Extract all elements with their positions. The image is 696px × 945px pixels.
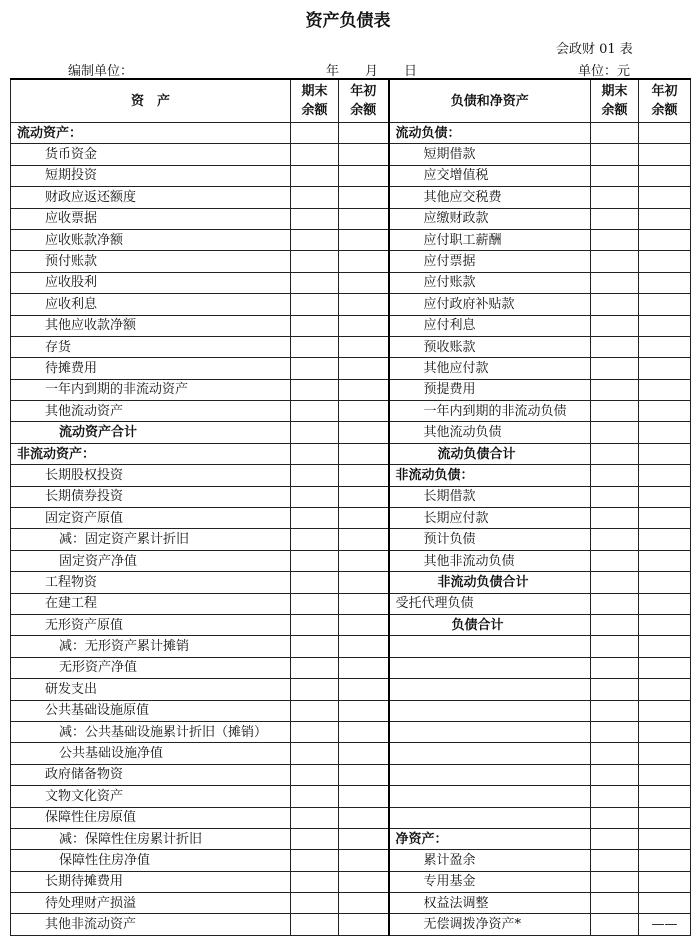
liability-end-balance-cell — [591, 636, 639, 657]
asset-end-balance-cell — [291, 358, 339, 379]
table-row — [11, 379, 691, 400]
liability-begin-balance-cell — [639, 893, 691, 914]
asset-begin-balance-cell — [339, 251, 389, 272]
liability-item-label: 专用基金 — [389, 871, 591, 892]
liability-item-label — [389, 700, 591, 721]
asset-end-balance-cell — [291, 486, 339, 507]
liability-item-label — [389, 786, 591, 807]
asset-begin-balance-cell — [339, 786, 389, 807]
liability-item-label: 负债合计 — [389, 614, 591, 635]
asset-begin-balance-cell — [339, 807, 389, 828]
table-row — [11, 465, 691, 486]
liability-item-label: 受托代理负债 — [389, 593, 591, 614]
year-label: 年 — [326, 64, 340, 79]
asset-item-label: 长期待摊费用 — [11, 871, 291, 892]
asset-item-label: 无形资产净值 — [11, 657, 291, 678]
table-row — [11, 165, 691, 186]
liability-begin-balance-cell — [639, 336, 691, 357]
asset-begin-balance-cell — [339, 229, 389, 250]
asset-end-balance-cell — [291, 593, 339, 614]
table-row — [11, 786, 691, 807]
liability-item-label: 短期借款 — [389, 144, 591, 165]
liability-begin-balance-cell — [639, 593, 691, 614]
liability-begin-balance-cell — [639, 743, 691, 764]
liability-item-label — [389, 721, 591, 742]
table-row — [11, 294, 691, 315]
liability-end-balance-cell — [591, 893, 639, 914]
table-row — [11, 358, 691, 379]
liability-end-balance-cell — [591, 721, 639, 742]
header-text: 余额 — [301, 103, 328, 118]
asset-item-label: 研发支出 — [11, 679, 291, 700]
liability-end-balance-cell — [591, 165, 639, 186]
liability-item-label — [389, 743, 591, 764]
table-row — [11, 593, 691, 614]
table-row — [11, 871, 691, 892]
liability-end-balance-cell — [591, 508, 639, 529]
header-text: 年初 — [651, 84, 678, 99]
asset-begin-balance-cell — [339, 315, 389, 336]
liability-begin-balance-cell — [639, 828, 691, 849]
asset-end-balance-cell — [291, 401, 339, 422]
liability-item-label: 流动负债： — [389, 123, 591, 144]
asset-begin-balance-cell — [339, 764, 389, 785]
liability-end-balance-cell — [591, 123, 639, 144]
liability-begin-balance-cell — [639, 850, 691, 871]
liability-item-label — [389, 764, 591, 785]
asset-begin-balance-cell — [339, 465, 389, 486]
table-row — [11, 486, 691, 507]
liability-end-balance-cell — [591, 529, 639, 550]
liability-item-label: 一年内到期的非流动负债 — [389, 401, 591, 422]
table-row — [11, 914, 691, 935]
header-liab-end-balance — [591, 79, 639, 123]
header-assets: 资 产 — [11, 79, 291, 123]
asset-end-balance-cell — [291, 614, 339, 635]
liability-begin-balance-cell — [639, 614, 691, 635]
table-row — [11, 807, 691, 828]
liability-begin-balance-cell — [639, 550, 691, 571]
asset-item-label: 待处理财产损溢 — [11, 893, 291, 914]
month-label: 月 — [365, 64, 379, 79]
liability-begin-balance-cell — [639, 786, 691, 807]
asset-item-label: 保障性住房净值 — [11, 850, 291, 871]
liability-item-label: 应付账款 — [389, 272, 591, 293]
liability-begin-balance-cell — [639, 871, 691, 892]
liability-begin-balance-cell — [639, 422, 691, 443]
asset-begin-balance-cell — [339, 379, 389, 400]
liability-begin-balance-cell — [639, 229, 691, 250]
table-row — [11, 828, 691, 849]
asset-item-label: 流动资产： — [11, 123, 291, 144]
asset-end-balance-cell — [291, 315, 339, 336]
liability-end-balance-cell — [591, 764, 639, 785]
balance-sheet-table — [10, 78, 691, 936]
liability-item-label: 累计盈余 — [389, 850, 591, 871]
asset-end-balance-cell — [291, 379, 339, 400]
table-row — [11, 572, 691, 593]
liability-begin-balance-cell — [639, 315, 691, 336]
asset-item-label: 工程物资 — [11, 572, 291, 593]
liability-item-label: 应付利息 — [389, 315, 591, 336]
asset-item-label: 非流动资产： — [11, 443, 291, 464]
asset-end-balance-cell — [291, 550, 339, 571]
liability-item-label: 权益法调整 — [389, 893, 591, 914]
asset-end-balance-cell — [291, 187, 339, 208]
liability-begin-balance-cell — [639, 764, 691, 785]
liability-end-balance-cell — [591, 358, 639, 379]
liability-item-label: 其他流动负债 — [389, 422, 591, 443]
asset-item-label: 预付账款 — [11, 251, 291, 272]
table-row — [11, 657, 691, 678]
asset-begin-balance-cell — [339, 144, 389, 165]
liability-begin-balance-cell — [639, 272, 691, 293]
liability-begin-balance-cell — [639, 636, 691, 657]
asset-item-label: 货币资金 — [11, 144, 291, 165]
asset-end-balance-cell — [291, 679, 339, 700]
liability-item-label: 非流动负债合计 — [389, 572, 591, 593]
asset-begin-balance-cell — [339, 187, 389, 208]
liability-end-balance-cell — [591, 486, 639, 507]
table-row — [11, 144, 691, 165]
liability-end-balance-cell — [591, 144, 639, 165]
table-row — [11, 272, 691, 293]
table-row — [11, 187, 691, 208]
asset-item-label: 应收票据 — [11, 208, 291, 229]
report-date — [298, 60, 417, 79]
liability-begin-balance-cell — [639, 379, 691, 400]
liability-item-label: 无偿调拨净资产* — [389, 914, 591, 935]
table-row — [11, 123, 691, 144]
asset-item-label: 财政应返还额度 — [11, 187, 291, 208]
asset-end-balance-cell — [291, 850, 339, 871]
reporting-unit-blank — [135, 65, 213, 79]
liability-end-balance-cell — [591, 550, 639, 571]
table-row — [11, 336, 691, 357]
asset-begin-balance-cell — [339, 272, 389, 293]
asset-item-label: 无形资产原值 — [11, 614, 291, 635]
asset-end-balance-cell — [291, 657, 339, 678]
liability-end-balance-cell — [591, 743, 639, 764]
asset-begin-balance-cell — [339, 336, 389, 357]
liability-begin-balance-cell — [639, 401, 691, 422]
liability-end-balance-cell — [591, 593, 639, 614]
table-row — [11, 550, 691, 571]
liability-end-balance-cell — [591, 914, 639, 935]
asset-end-balance-cell — [291, 208, 339, 229]
liability-end-balance-cell — [591, 828, 639, 849]
table-row — [11, 764, 691, 785]
table-row — [11, 508, 691, 529]
asset-item-label: 其他流动资产 — [11, 401, 291, 422]
asset-begin-balance-cell — [339, 165, 389, 186]
asset-end-balance-cell — [291, 572, 339, 593]
liability-item-label: 应付票据 — [389, 251, 591, 272]
liability-item-label: 应交增值税 — [389, 165, 591, 186]
liability-begin-balance-cell — [639, 486, 691, 507]
liability-end-balance-cell — [591, 272, 639, 293]
liability-end-balance-cell — [591, 850, 639, 871]
table-row — [11, 251, 691, 272]
liability-end-balance-cell — [591, 401, 639, 422]
asset-end-balance-cell — [291, 165, 339, 186]
liability-end-balance-cell — [591, 294, 639, 315]
table-row — [11, 229, 691, 250]
asset-item-label: 公共基础设施原值 — [11, 700, 291, 721]
table-row — [11, 679, 691, 700]
asset-item-label: 文物文化资产 — [11, 786, 291, 807]
year-blank — [298, 65, 326, 79]
asset-begin-balance-cell — [339, 743, 389, 764]
asset-item-label: 待摊费用 — [11, 358, 291, 379]
liability-end-balance-cell — [591, 614, 639, 635]
liability-end-balance-cell — [591, 465, 639, 486]
header-text: 余额 — [601, 103, 628, 118]
liability-end-balance-cell — [591, 251, 639, 272]
asset-end-balance-cell — [291, 508, 339, 529]
asset-begin-balance-cell — [339, 893, 389, 914]
asset-end-balance-cell — [291, 251, 339, 272]
header-asset-end-balance — [291, 79, 339, 123]
liability-begin-balance-cell — [639, 187, 691, 208]
liability-item-label: 流动负债合计 — [389, 443, 591, 464]
header-asset-begin-balance — [339, 79, 389, 123]
asset-begin-balance-cell — [339, 871, 389, 892]
liability-end-balance-cell — [591, 208, 639, 229]
asset-begin-balance-cell — [339, 508, 389, 529]
asset-end-balance-cell — [291, 465, 339, 486]
liability-begin-balance-cell — [639, 443, 691, 464]
liability-item-label — [389, 679, 591, 700]
asset-begin-balance-cell — [339, 914, 389, 935]
liability-item-label: 应付政府补贴款 — [389, 294, 591, 315]
table-row — [11, 529, 691, 550]
asset-begin-balance-cell — [339, 572, 389, 593]
liability-item-label: 非流动负债： — [389, 465, 591, 486]
liability-begin-balance-cell: —— — [639, 914, 691, 935]
liability-end-balance-cell — [591, 871, 639, 892]
liability-item-label: 预提费用 — [389, 379, 591, 400]
asset-begin-balance-cell — [339, 850, 389, 871]
asset-begin-balance-cell — [339, 529, 389, 550]
liability-item-label — [389, 807, 591, 828]
table-row — [11, 422, 691, 443]
asset-begin-balance-cell — [339, 614, 389, 635]
liability-end-balance-cell — [591, 443, 639, 464]
liability-begin-balance-cell — [639, 529, 691, 550]
asset-end-balance-cell — [291, 529, 339, 550]
asset-item-label: 其他非流动资产 — [11, 914, 291, 935]
liability-end-balance-cell — [591, 807, 639, 828]
asset-item-label: 应收利息 — [11, 294, 291, 315]
liability-end-balance-cell — [591, 700, 639, 721]
liability-end-balance-cell — [591, 187, 639, 208]
asset-begin-balance-cell — [339, 123, 389, 144]
asset-item-label: 应收账款净额 — [11, 229, 291, 250]
currency-unit: 单位：元 — [578, 64, 631, 79]
liability-item-label: 其他非流动负债 — [389, 550, 591, 571]
liability-end-balance-cell — [591, 336, 639, 357]
month-blank — [339, 65, 365, 79]
table-row — [11, 636, 691, 657]
asset-item-label: 存货 — [11, 336, 291, 357]
asset-begin-balance-cell — [339, 657, 389, 678]
day-label: 日 — [404, 64, 418, 79]
reporting-unit-label: 编制单位： — [68, 64, 134, 79]
liability-item-label: 预计负债 — [389, 529, 591, 550]
liability-begin-balance-cell — [639, 165, 691, 186]
header-liab-begin-balance — [639, 79, 691, 123]
asset-end-balance-cell — [291, 721, 339, 742]
asset-end-balance-cell — [291, 336, 339, 357]
liability-begin-balance-cell — [639, 465, 691, 486]
reporting-unit — [68, 60, 213, 79]
liability-end-balance-cell — [591, 657, 639, 678]
liability-item-label: 长期应付款 — [389, 508, 591, 529]
asset-begin-balance-cell — [339, 550, 389, 571]
asset-end-balance-cell — [291, 871, 339, 892]
header-text: 余额 — [350, 103, 377, 118]
liability-end-balance-cell — [591, 422, 639, 443]
asset-item-label: 保障性住房原值 — [11, 807, 291, 828]
asset-item-label: 减：无形资产累计摊销 — [11, 636, 291, 657]
form-code: 会政财 01 表 — [556, 42, 633, 57]
table-row — [11, 893, 691, 914]
asset-end-balance-cell — [291, 422, 339, 443]
liability-begin-balance-cell — [639, 572, 691, 593]
liability-item-label — [389, 657, 591, 678]
asset-begin-balance-cell — [339, 828, 389, 849]
asset-end-balance-cell — [291, 807, 339, 828]
table-row — [11, 401, 691, 422]
liability-item-label — [389, 636, 591, 657]
asset-item-label: 减：固定资产累计折旧 — [11, 529, 291, 550]
asset-begin-balance-cell — [339, 721, 389, 742]
table-row — [11, 743, 691, 764]
asset-end-balance-cell — [291, 636, 339, 657]
liability-begin-balance-cell — [639, 358, 691, 379]
asset-item-label: 短期投资 — [11, 165, 291, 186]
asset-item-label: 政府储备物资 — [11, 764, 291, 785]
asset-end-balance-cell — [291, 828, 339, 849]
asset-item-label: 在建工程 — [11, 593, 291, 614]
liability-item-label: 应付职工薪酬 — [389, 229, 591, 250]
page-title: 资产负债表 — [305, 11, 391, 31]
asset-item-label: 长期股权投资 — [11, 465, 291, 486]
table-row — [11, 208, 691, 229]
liability-item-label: 应缴财政款 — [389, 208, 591, 229]
asset-begin-balance-cell — [339, 208, 389, 229]
liability-item-label: 净资产： — [389, 828, 591, 849]
asset-end-balance-cell — [291, 743, 339, 764]
header-text: 年初 — [350, 84, 377, 99]
asset-begin-balance-cell — [339, 636, 389, 657]
table-row — [11, 443, 691, 464]
liability-end-balance-cell — [591, 786, 639, 807]
asset-item-label: 固定资产原值 — [11, 508, 291, 529]
liability-item-label: 长期借款 — [389, 486, 591, 507]
liability-begin-balance-cell — [639, 721, 691, 742]
liability-begin-balance-cell — [639, 700, 691, 721]
liability-begin-balance-cell — [639, 144, 691, 165]
liability-begin-balance-cell — [639, 508, 691, 529]
table-body — [11, 123, 691, 936]
asset-item-label: 长期债券投资 — [11, 486, 291, 507]
asset-end-balance-cell — [291, 786, 339, 807]
asset-begin-balance-cell — [339, 700, 389, 721]
asset-item-label: 减：保障性住房累计折旧 — [11, 828, 291, 849]
asset-end-balance-cell — [291, 272, 339, 293]
liability-begin-balance-cell — [639, 251, 691, 272]
asset-item-label: 减：公共基础设施累计折旧（摊销） — [11, 721, 291, 742]
liability-begin-balance-cell — [639, 657, 691, 678]
liability-begin-balance-cell — [639, 807, 691, 828]
liability-item-label: 预收账款 — [389, 336, 591, 357]
asset-begin-balance-cell — [339, 294, 389, 315]
liability-end-balance-cell — [591, 679, 639, 700]
asset-end-balance-cell — [291, 443, 339, 464]
day-blank — [378, 65, 404, 79]
table-row — [11, 315, 691, 336]
asset-item-label: 固定资产净值 — [11, 550, 291, 571]
liability-begin-balance-cell — [639, 294, 691, 315]
liability-end-balance-cell — [591, 572, 639, 593]
liability-end-balance-cell — [591, 229, 639, 250]
header-text: 期末 — [301, 84, 328, 99]
asset-item-label: 公共基础设施净值 — [11, 743, 291, 764]
asset-begin-balance-cell — [339, 486, 389, 507]
asset-end-balance-cell — [291, 700, 339, 721]
header-text: 期末 — [601, 84, 628, 99]
asset-item-label: 流动资产合计 — [11, 422, 291, 443]
asset-begin-balance-cell — [339, 679, 389, 700]
asset-end-balance-cell — [291, 294, 339, 315]
header-liabilities: 负债和净资产 — [389, 79, 591, 123]
liability-item-label: 其他应交税费 — [389, 187, 591, 208]
asset-item-label: 一年内到期的非流动资产 — [11, 379, 291, 400]
liability-end-balance-cell — [591, 315, 639, 336]
asset-end-balance-cell — [291, 144, 339, 165]
asset-begin-balance-cell — [339, 422, 389, 443]
asset-begin-balance-cell — [339, 593, 389, 614]
header-text: 余额 — [651, 103, 678, 118]
table-row — [11, 721, 691, 742]
liability-item-label: 其他应付款 — [389, 358, 591, 379]
asset-begin-balance-cell — [339, 443, 389, 464]
liability-begin-balance-cell — [639, 123, 691, 144]
table-row — [11, 700, 691, 721]
liability-end-balance-cell — [591, 379, 639, 400]
asset-item-label: 其他应收款净额 — [11, 315, 291, 336]
asset-end-balance-cell — [291, 764, 339, 785]
table-row — [11, 614, 691, 635]
asset-item-label: 应收股利 — [11, 272, 291, 293]
table-header-row — [11, 79, 691, 123]
asset-end-balance-cell — [291, 229, 339, 250]
asset-end-balance-cell — [291, 893, 339, 914]
asset-begin-balance-cell — [339, 401, 389, 422]
asset-end-balance-cell — [291, 123, 339, 144]
asset-end-balance-cell — [291, 914, 339, 935]
liability-begin-balance-cell — [639, 679, 691, 700]
table-row — [11, 850, 691, 871]
liability-begin-balance-cell — [639, 208, 691, 229]
asset-begin-balance-cell — [339, 358, 389, 379]
